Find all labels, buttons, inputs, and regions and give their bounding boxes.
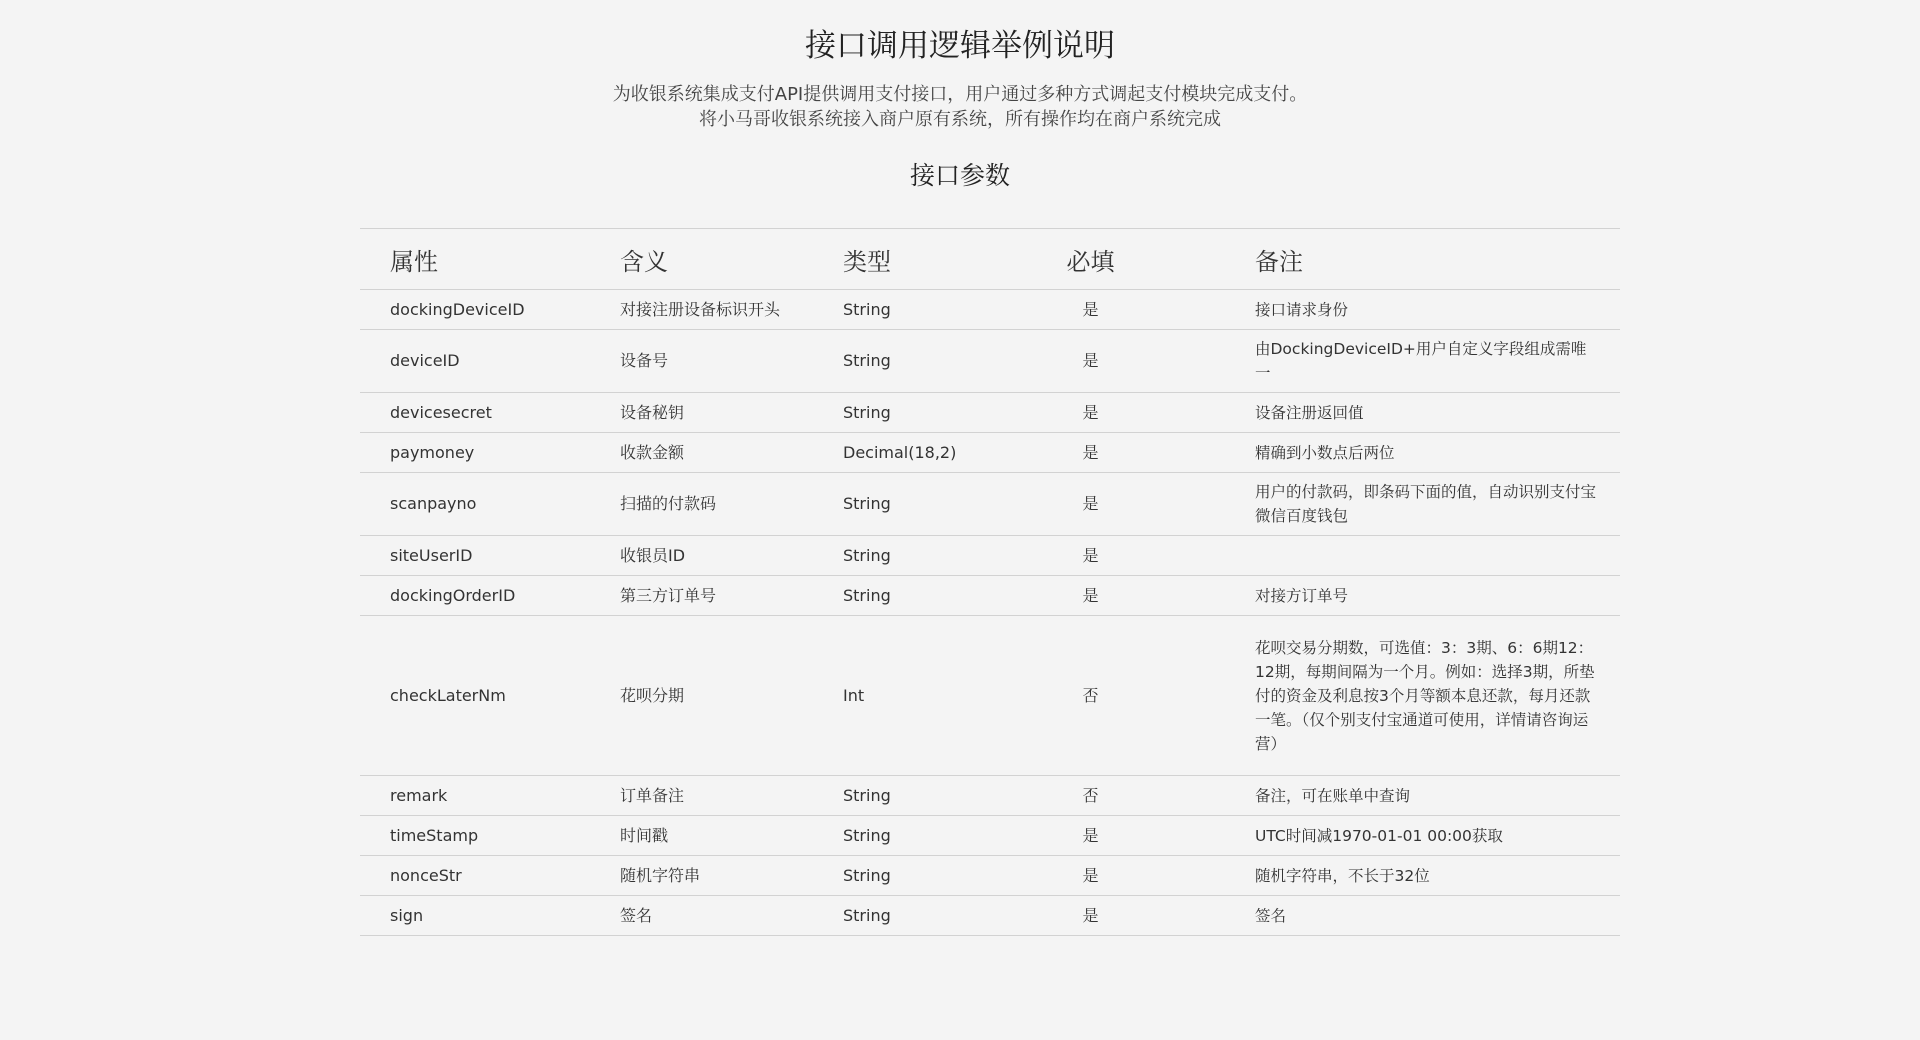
row-required: 否: [996, 616, 1255, 776]
row-type: String: [843, 816, 996, 856]
table-row: [360, 776, 1620, 816]
table-row: [360, 433, 1620, 473]
row-meaning: 对接注册设备标识开头: [620, 290, 843, 330]
row-meaning: 收款金额: [620, 433, 843, 473]
row-type: String: [843, 856, 996, 896]
row-note: 花呗交易分期数，可选值：3：3期、6：6期12：12期，每期间隔为一个月。例如：选择3期，所垫付的资金及利息按3个月等额本息还款，每月还款一笔。（仅个别支付宝通道可使用，详情请咨询运营）: [1255, 616, 1620, 776]
row-meaning: 随机字符串: [620, 856, 843, 896]
row-type: String: [843, 576, 996, 616]
row-note: 由DockingDeviceID+用户自定义字段组成需唯一: [1255, 330, 1620, 393]
row-required: 是: [996, 816, 1255, 856]
row-attr: devicesecret: [360, 393, 620, 433]
row-meaning: 订单备注: [620, 776, 843, 816]
row-note: 用户的付款码，即条码下面的值，自动识别支付宝微信百度钱包: [1255, 473, 1620, 536]
row-required: 是: [996, 473, 1255, 536]
table-row: [360, 616, 1620, 776]
row-type: String: [843, 330, 996, 393]
table-row: [360, 816, 1620, 856]
row-type: String: [843, 290, 996, 330]
table-row: [360, 576, 1620, 616]
row-attr: sign: [360, 896, 620, 936]
row-attr: nonceStr: [360, 856, 620, 896]
row-type: Decimal(18,2): [843, 433, 996, 473]
row-attr: deviceID: [360, 330, 620, 393]
row-attr: siteUserID: [360, 536, 620, 576]
row-attr: checkLaterNm: [360, 616, 620, 776]
row-note: 设备注册返回值: [1255, 393, 1620, 433]
row-required: 是: [996, 330, 1255, 393]
row-required: 否: [996, 776, 1255, 816]
row-note: 备注，可在账单中查询: [1255, 776, 1620, 816]
row-required: 是: [996, 856, 1255, 896]
column-header-meaning: 含义: [620, 229, 843, 290]
row-meaning: 时间戳: [620, 816, 843, 856]
row-attr: timeStamp: [360, 816, 620, 856]
row-meaning: 扫描的付款码: [620, 473, 843, 536]
table-row: [360, 290, 1620, 330]
row-attr: remark: [360, 776, 620, 816]
column-header-type: 类型: [843, 229, 996, 290]
table-row: [360, 896, 1620, 936]
row-type: String: [843, 776, 996, 816]
table-header-row: [360, 229, 1620, 290]
row-attr: dockingOrderID: [360, 576, 620, 616]
row-attr: scanpayno: [360, 473, 620, 536]
page-title: 接口调用逻辑举例说明: [805, 28, 1115, 64]
row-required: 是: [996, 290, 1255, 330]
row-type: String: [843, 536, 996, 576]
row-required: 是: [996, 896, 1255, 936]
row-attr: paymoney: [360, 433, 620, 473]
table-row: [360, 330, 1620, 393]
row-required: 是: [996, 393, 1255, 433]
column-header-note: 备注: [1255, 229, 1620, 290]
row-meaning: 花呗分期: [620, 616, 843, 776]
row-note: 签名: [1255, 896, 1620, 936]
table-row: [360, 856, 1620, 896]
row-note: 对接方订单号: [1255, 576, 1620, 616]
row-note: 随机字符串，不长于32位: [1255, 856, 1620, 896]
column-header-required: 必填: [996, 229, 1255, 290]
subtitle-line-2: 将小马哥收银系统接入商户原有系统，所有操作均在商户系统完成: [699, 109, 1221, 130]
row-required: 是: [996, 536, 1255, 576]
row-meaning: 第三方订单号: [620, 576, 843, 616]
row-note: [1255, 536, 1620, 576]
row-type: String: [843, 473, 996, 536]
row-required: 是: [996, 576, 1255, 616]
section-title: 接口参数: [909, 161, 1010, 190]
row-type: Int: [843, 616, 996, 776]
param-table: [360, 228, 1620, 936]
row-note: 接口请求身份: [1255, 290, 1620, 330]
row-meaning: 收银员ID: [620, 536, 843, 576]
page-subtitle: [0, 82, 1920, 132]
table-row: [360, 536, 1620, 576]
column-header-attr: 属性: [360, 229, 620, 290]
row-type: String: [843, 393, 996, 433]
row-attr: dockingDeviceID: [360, 290, 620, 330]
row-meaning: 设备秘钥: [620, 393, 843, 433]
row-meaning: 签名: [620, 896, 843, 936]
row-required: 是: [996, 433, 1255, 473]
row-type: String: [843, 896, 996, 936]
row-meaning: 设备号: [620, 330, 843, 393]
row-note: 精确到小数点后两位: [1255, 433, 1620, 473]
table-body: [360, 290, 1620, 936]
subtitle-line-1: 为收银系统集成支付API提供调用支付接口，用户通过多种方式调起支付模块完成支付。: [612, 84, 1308, 105]
table-row: [360, 473, 1620, 536]
table-row: [360, 393, 1620, 433]
row-note: UTC时间减1970-01-01 00:00获取: [1255, 816, 1620, 856]
